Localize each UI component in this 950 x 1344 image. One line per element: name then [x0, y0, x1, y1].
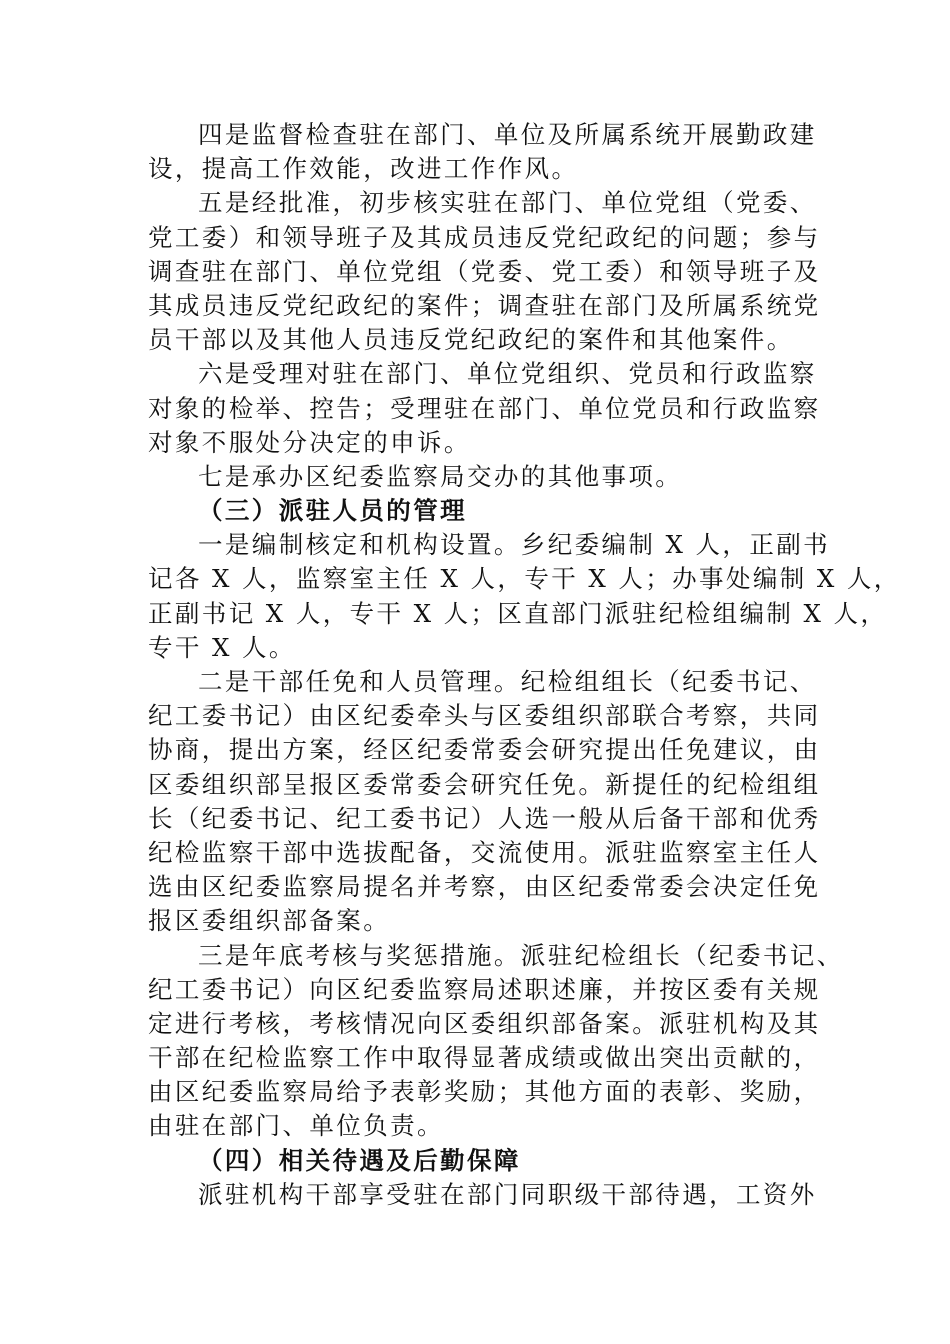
- text-line: 员干部以及其他人员违反党纪政纪的案件和其他案件。: [148, 325, 794, 355]
- text-line: 纪工委书记）由区纪委牵头与区委组织部联合考察，共同: [148, 701, 821, 731]
- text-line: 区委组织部呈报区委常委会研究任免。新提任的纪检组组: [148, 769, 821, 799]
- text-line: 一是编制核定和机构设置。乡纪委编制 X 人，正副书: [198, 530, 831, 560]
- text-line: 纪工委书记）向区纪委监察局述职述廉，并按区委有关规: [148, 974, 821, 1004]
- text-line: 正副书记 X 人，专干 X 人；区直部门派驻纪检组编制 X 人，: [148, 598, 888, 628]
- text-line: 由驻在部门、单位负责。: [148, 1111, 444, 1141]
- text-line: 五是经批准，初步核实驻在部门、单位党组（党委、: [198, 188, 817, 218]
- text-line: 七是承办区纪委监察局交办的其他事项。: [198, 461, 683, 491]
- text-line: 四是监督检查驻在部门、单位及所属系统开展勤政建: [198, 120, 817, 149]
- text-line: 其成员违反党纪政纪的案件；调查驻在部门及所属系统党: [148, 290, 821, 320]
- text-line: 对象的检举、控告；受理驻在部门、单位党员和行政监察: [148, 393, 821, 423]
- text-line: 报区委组织部备案。: [148, 906, 391, 936]
- text-line: 纪检监察干部中选拔配备，交流使用。派驻监察室主任人: [148, 837, 821, 867]
- text-line: 专干 X 人。: [148, 632, 296, 662]
- section-heading: （三）派驻人员的管理: [198, 496, 467, 526]
- text-line: 长（纪委书记、纪工委书记）人选一般从后备干部和优秀: [148, 803, 821, 833]
- text-line: 定进行考核，考核情况向区委组织部备案。派驻机构及其: [148, 1008, 821, 1038]
- section-heading: （四）相关待遇及后勤保障: [198, 1145, 521, 1175]
- text-line: 协商，提出方案，经区纪委常委会研究提出任免建议，由: [148, 735, 821, 765]
- text-line: 干部在纪检监察工作中取得显著成绩或做出突出贡献的，: [148, 1043, 821, 1073]
- text-line: 六是受理对驻在部门、单位党组织、党员和行政监察: [198, 359, 817, 389]
- text-line: 调查驻在部门、单位党组（党委、党工委）和领导班子及: [148, 256, 821, 286]
- text-line: 三是年底考核与奖惩措施。派驻纪检组长（纪委书记、: [198, 940, 844, 970]
- text-line: 记各 X 人，监察室主任 X 人，专干 X 人；办事处编制 X 人，: [148, 564, 901, 594]
- text-line: 由区纪委监察局给予表彰奖励；其他方面的表彰、奖励，: [148, 1077, 821, 1107]
- text-line: 党工委）和领导班子及其成员违反党纪政纪的问题；参与: [148, 222, 821, 252]
- text-line: 设，提高工作效能，改进工作作风。: [148, 154, 579, 184]
- text-line: 派驻机构干部享受驻在部门同职级干部待遇，工资外: [198, 1179, 817, 1209]
- text-line: 对象不服处分决定的申诉。: [148, 427, 471, 457]
- document-body: [148, 118, 901, 1212]
- text-line: 二是干部任免和人员管理。纪检组组长（纪委书记、: [198, 667, 817, 696]
- text-line: 选由区纪委监察局提名并考察，由区纪委常委会决定任免: [148, 872, 821, 902]
